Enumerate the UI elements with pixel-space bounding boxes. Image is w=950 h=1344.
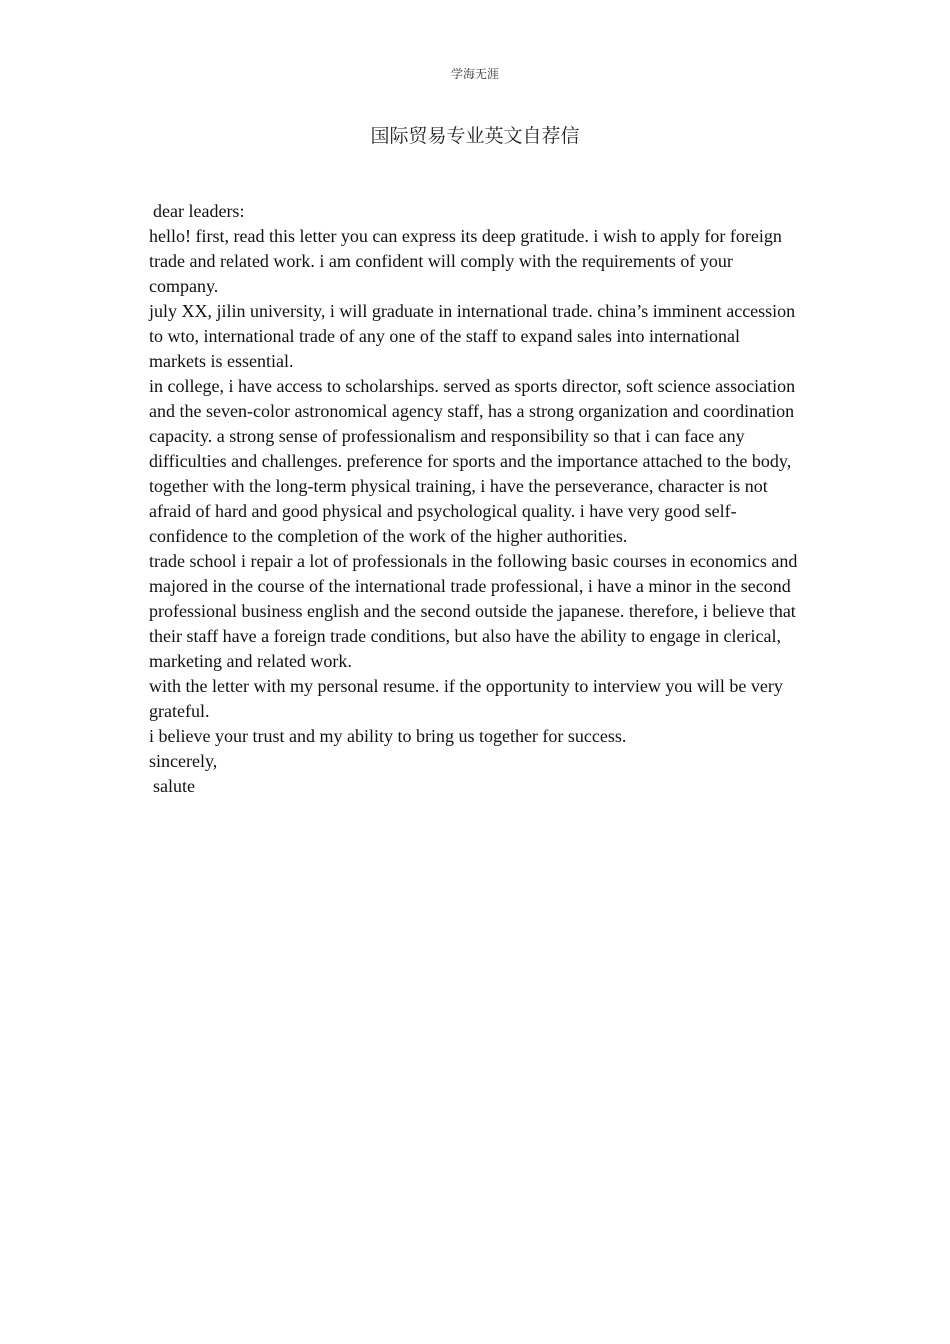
letter-salutation: dear leaders: bbox=[153, 201, 245, 221]
letter-paragraph-6: i believe your trust and my ability to bring us together for success. bbox=[149, 726, 627, 746]
letter-closing: sincerely, bbox=[149, 751, 218, 771]
letter-paragraph-1: hello! first, read this letter you can express its deep gratitude. i wish to apply for foreign trade and related work. i am confident will comply with the requirements of your company. bbox=[149, 226, 782, 296]
letter-paragraph-4: trade school i repair a lot of professionals in the following basic courses in economics and majored in the course of the international trade professional, i have a minor in the second professional business english and the second outside the japanese. therefore, i believe that their staff have a foreign trade conditions, but also have the ability to engage in clerical, marketing and related work. bbox=[149, 551, 798, 671]
letter-paragraph-2: july XX, jilin university, i will graduate in international trade. china’s imminent accession to wto, international trade of any one of the staff to expand sales into international markets is essential. bbox=[149, 301, 796, 371]
letter-paragraph-3: in college, i have access to scholarships. served as sports director, soft science association and the seven-color astronomical agency staff, has a strong organization and coordination capacity. a strong sense of professionalism and responsibility so that i can face any difficulties and challenges. preference for sports and the importance attached to the body, together with the long-term physical training, i have the perseverance, character is not afraid of hard and good physical and psychological quality. i have very good self-confidence to the completion of the work of the higher authorities. bbox=[149, 376, 796, 546]
letter-paragraph-5: with the letter with my personal resume. if the opportunity to interview you will be very grateful. bbox=[149, 676, 783, 721]
letter-salute: salute bbox=[153, 776, 195, 796]
letter-body bbox=[149, 199, 799, 799]
page-header: 学海无涯 bbox=[450, 67, 499, 81]
page-title: 国际贸易专业英文自荐信 bbox=[370, 126, 580, 147]
